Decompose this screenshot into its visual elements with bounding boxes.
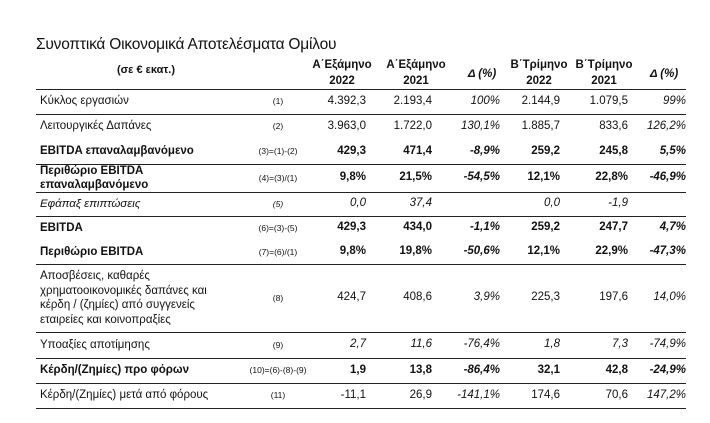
cell-h1: 1,9 — [350, 363, 366, 376]
table-row — [36, 192, 686, 216]
header-delta-quarter: Δ (%) — [649, 68, 679, 80]
cell-q2: 42,8 — [605, 363, 628, 376]
row-reference: (11) — [270, 390, 286, 400]
cell-h1: 9,8% — [339, 245, 366, 257]
cell-d1: -8,9% — [469, 144, 500, 157]
cell-h2: 19,8% — [399, 245, 432, 257]
cell-q1: 12,1% — [527, 171, 560, 183]
table-title: Συνοπτικά Οικονομικά Αποτελέσματα Ομίλου — [36, 36, 337, 53]
cell-h1: 2,7 — [350, 338, 366, 350]
cell-h2: 13,8 — [409, 363, 432, 376]
row-reference: (3)=(1)-(2) — [258, 146, 298, 156]
row-label: Περιθώριο EBITDA — [40, 245, 144, 258]
cell-q1: 1,8 — [544, 338, 560, 350]
cell-d1: -1,1% — [469, 221, 500, 233]
cell-q2: -1,9 — [608, 197, 628, 209]
cell-d2: -47,3% — [649, 245, 686, 257]
cell-q2: 70,6 — [605, 388, 628, 401]
cell-h2: 26,9 — [409, 388, 432, 401]
cell-h1: 0,0 — [350, 197, 366, 209]
row-reference: (6)=(3)-(5) — [258, 222, 298, 233]
cell-h1: 429,3 — [337, 221, 366, 233]
header-h1-2022: Α΄Εξάμηνο 2022 — [312, 59, 372, 87]
cell-q1: 1.885,7 — [521, 119, 560, 132]
cell-q2: 7,3 — [612, 338, 628, 350]
cell-d2: 126,2% — [646, 119, 686, 132]
cell-q2: 247,7 — [599, 221, 628, 233]
cell-q1: 0,0 — [544, 197, 560, 209]
cell-d2: -24,9% — [649, 363, 686, 376]
cell-h2: 434,0 — [403, 221, 432, 233]
table-row — [36, 89, 686, 114]
cell-h2: 1.722,0 — [393, 119, 432, 132]
row-label: EBITDA επαναλαμβανόμενο — [40, 145, 194, 158]
unit-label: (σε € εκατ.) — [116, 64, 176, 76]
table-row — [36, 216, 686, 240]
row-label: Κέρδη/(Ζημίες) μετά από φόρους — [40, 389, 209, 402]
row-label: Κέρδη/(Ζημίες) προ φόρων — [40, 364, 189, 377]
table-row — [36, 164, 686, 192]
header-q2-2021: Β΄Τρίμηνο 2021 — [575, 59, 633, 87]
cell-d1: -141,1% — [457, 388, 500, 401]
cell-h2: 471,4 — [403, 144, 432, 157]
row-reference: (1) — [272, 96, 284, 106]
cell-d2: 14,0% — [653, 291, 686, 303]
row-label: Λειτουργικές Δαπάνες — [40, 120, 152, 133]
row-label: Υποαξίες αποτίμησης — [40, 338, 150, 351]
cell-q2: 1.079,5 — [589, 94, 628, 107]
row-label: Κύκλος εργασιών — [40, 95, 129, 108]
cell-d1: -54,5% — [463, 171, 500, 183]
cell-h2: 21,5% — [399, 171, 432, 183]
cell-h2: 11,6 — [410, 338, 432, 350]
cell-q1: 259,2 — [531, 221, 560, 233]
header-delta-half: Δ (%) — [467, 68, 497, 80]
row-reference: (9) — [272, 339, 284, 350]
cell-q1: 225,3 — [531, 291, 560, 303]
cell-h1: 429,3 — [337, 144, 366, 157]
cell-d1: 100% — [470, 94, 500, 107]
row-label: Αποσβέσεις, καθαρές χρηματοοικονομικές δαπάνες και κέρδη / (ζημίες) από συγγενείς εταιρείες και κοινοπραξίες — [40, 270, 207, 326]
cell-q1: 32,1 — [537, 363, 560, 376]
cell-h2: 2.193,4 — [393, 94, 432, 107]
table-row — [36, 240, 686, 264]
table-row — [36, 264, 686, 332]
cell-d2: -74,9% — [649, 338, 686, 350]
cell-d2: 4,7% — [659, 221, 686, 233]
table-row — [36, 114, 686, 139]
row-label: EBITDA — [40, 221, 83, 234]
cell-h1: 9,8% — [339, 171, 366, 183]
table-row — [36, 139, 686, 164]
cell-h1: -11,1 — [340, 388, 366, 401]
cell-h1: 424,7 — [337, 291, 366, 303]
cell-d1: -86,4% — [463, 363, 500, 376]
cell-d1: -50,6% — [463, 245, 500, 257]
cell-q2: 22,8% — [595, 171, 628, 183]
cell-q2: 833,6 — [599, 119, 628, 132]
row-reference: (8) — [272, 292, 284, 303]
cell-h2: 408,6 — [403, 291, 432, 303]
cell-d1: 3,9% — [473, 291, 500, 303]
cell-d1: 130,1% — [460, 119, 500, 132]
table-row — [36, 358, 686, 383]
cell-d2: 5,5% — [659, 144, 686, 157]
row-reference: (2) — [272, 121, 284, 131]
header-q2-2022: Β΄Τρίμηνο 2022 — [510, 59, 568, 87]
row-reference: (10)=(6)-(8)-(9) — [249, 365, 307, 375]
table-row — [36, 383, 686, 408]
row-reference: (5) — [272, 198, 284, 209]
cell-d2: -46,9% — [649, 171, 686, 183]
cell-d2: 147,2% — [646, 388, 686, 401]
cell-d1: -76,4% — [463, 338, 500, 350]
table-row — [36, 332, 686, 358]
cell-q1: 174,6 — [531, 388, 560, 401]
table-rule — [36, 408, 686, 409]
cell-q1: 12,1% — [527, 245, 560, 257]
cell-h1: 4.392,3 — [327, 94, 366, 107]
row-label: Περιθώριο EBITDA επαναλαμβανόμενο — [40, 164, 149, 191]
cell-q1: 2.144,9 — [521, 94, 560, 107]
cell-q2: 245,8 — [599, 144, 628, 157]
row-reference: (4)=(3)/(1) — [258, 172, 298, 183]
cell-q2: 197,6 — [599, 291, 628, 303]
row-reference: (7)=(6)/(1) — [258, 246, 298, 257]
cell-h1: 3.963,0 — [327, 119, 366, 132]
cell-q2: 22,9% — [595, 245, 628, 257]
cell-d2: 99% — [662, 94, 686, 107]
cell-q1: 259,2 — [531, 144, 560, 157]
cell-h2: 37,4 — [409, 197, 432, 209]
header-h1-2021: Α΄Εξάμηνο 2021 — [386, 59, 446, 87]
row-label: Εφάπαξ επιπτώσεις — [40, 197, 141, 210]
